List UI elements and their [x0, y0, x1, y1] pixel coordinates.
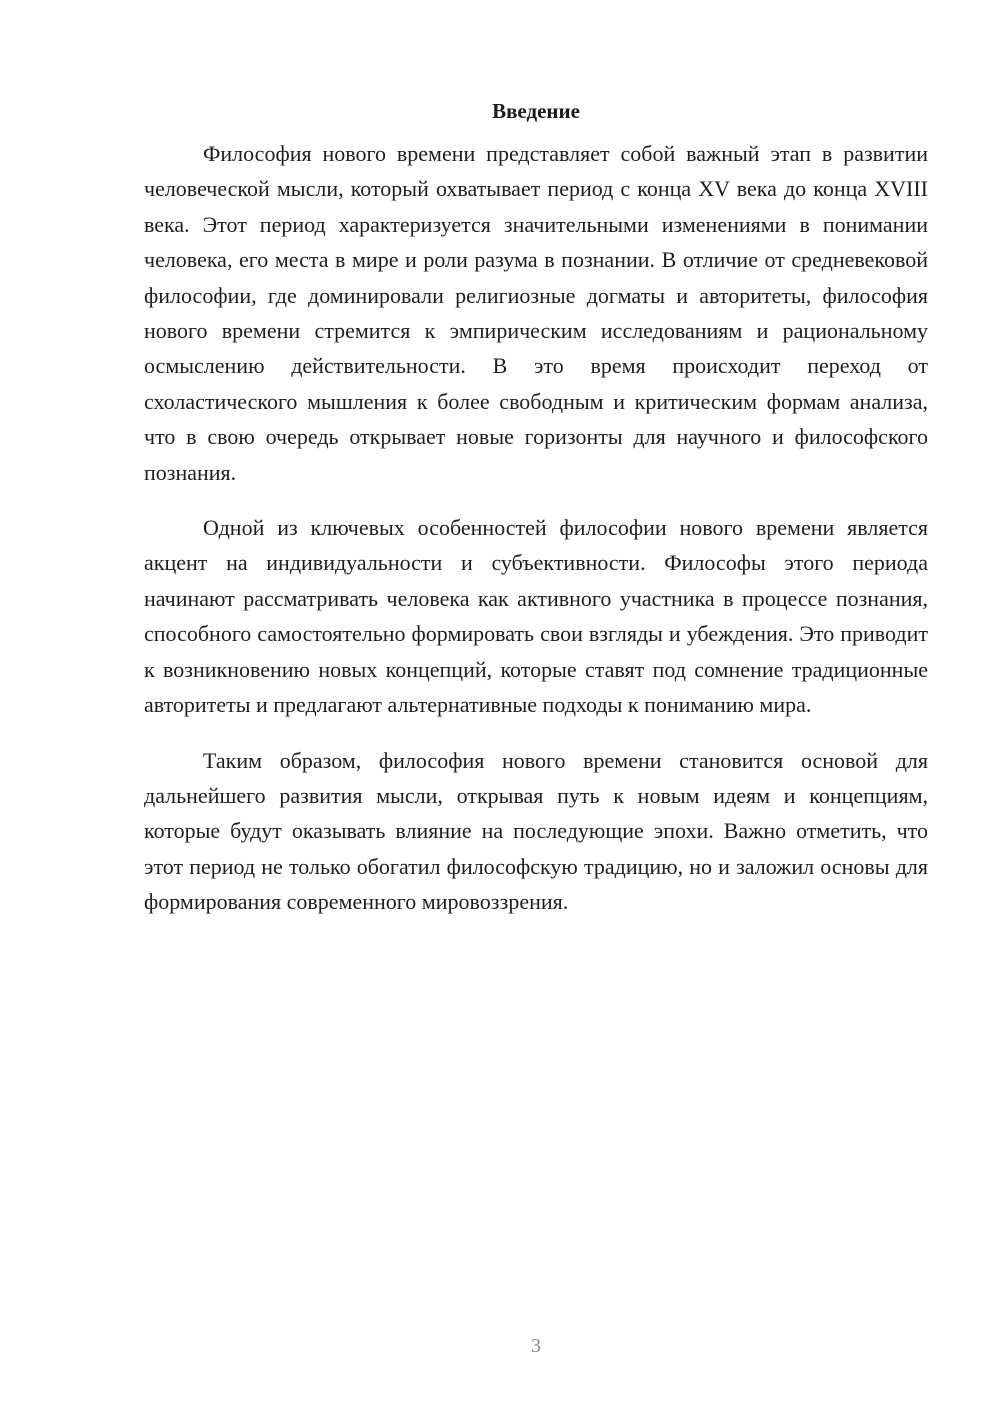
- paragraph-3: Таким образом, философия нового времени становится основой для дальнейшего развития мысли, открывая путь к новым идеям и концепциям, которые будут оказывать влияние на последующие эпохи. Важно отметить, что этот период не только обогатил философскую традицию, но и заложил основы для формирования современного мировоззрения.: [144, 747, 928, 915]
- section-title: Введение: [492, 99, 580, 123]
- page-number: 3: [531, 1335, 541, 1357]
- paragraph-1: Философия нового времени представляет собой важный этап в развитии человеческой мысли, который охватывает период с конца XV века до конца XVIII века. Этот период характеризуется значительными изменениями в понимании человека, его места в мире и роли разума в познании. В отличие от средневековой философии, где доминировали религиозные догматы и авторитеты, философия нового времени стремится к эмпирическим исследованиям и рациональному осмыслению действительности. В это время происходит переход от схоластического мышления к более свободным и критическим формам анализа, что в свою очередь открывает новые горизонты для научного и философского познания.: [144, 141, 928, 485]
- page-content: [144, 94, 928, 920]
- paragraph-2: Одной из ключевых особенностей философии нового времени является акцент на индивидуальности и субъективности. Философы этого периода начинают рассматривать человека как активного участника в процессе познания, способного самостоятельно формировать свои взгляды и убеждения. Это приводит к возникновению новых концепций, которые ставят под сомнение традиционные авторитеты и предлагают альтернативные подходы к пониманию мира.: [144, 515, 928, 718]
